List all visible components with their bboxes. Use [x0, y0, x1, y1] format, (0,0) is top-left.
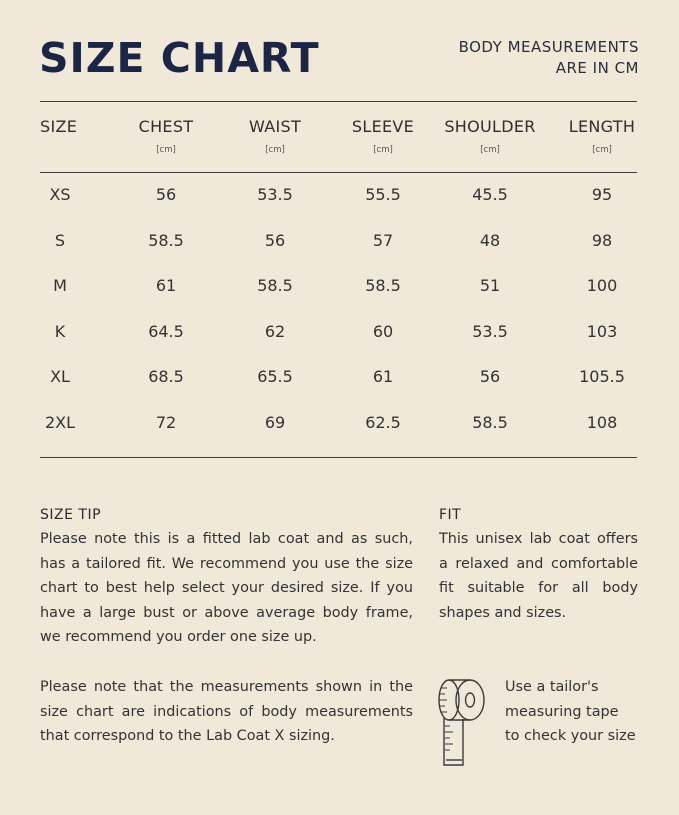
- cell-sleeve: 57: [372, 230, 394, 250]
- unit-label-waist: [cm]: [265, 145, 285, 155]
- cell-shoulder: 51: [479, 276, 501, 295]
- cell-shoulder: 48: [479, 230, 501, 250]
- cell-sleeve: 61: [372, 367, 394, 386]
- column-header-length: LENGTH: [568, 117, 636, 136]
- cell-size: XS: [49, 185, 71, 204]
- measurement-note-line-1: BODY MEASUREMENTS: [458, 38, 639, 56]
- cell-chest: 61: [155, 276, 177, 295]
- cell-sleeve: 55.5: [365, 185, 401, 204]
- fit-title: FIT: [439, 507, 462, 523]
- bottom-divider: [40, 457, 637, 458]
- measurement-disclaimer: Please note that the measurements shown in the size chart are indications of body measurements that correspond to the Lab Coat X sizing.: [40, 679, 413, 744]
- cell-chest: 64.5: [148, 321, 184, 341]
- cell-length: 98: [591, 230, 613, 250]
- cell-shoulder: 45.5: [472, 185, 508, 204]
- cell-length: 105.5: [579, 367, 625, 386]
- tape-instruction-line-3: to check your size: [505, 728, 636, 744]
- cell-sleeve: 60: [372, 321, 394, 341]
- cell-chest: 68.5: [148, 367, 184, 386]
- top-divider: [40, 101, 637, 102]
- cell-length: 100: [586, 276, 618, 295]
- column-header-chest: CHEST: [138, 117, 194, 136]
- fit-text: This unisex lab coat offers a relaxed and comfortable fit suitable for all body shapes and sizes.: [439, 531, 638, 621]
- measuring-tape-icon: [436, 676, 490, 768]
- cell-waist: 65.5: [257, 367, 293, 386]
- column-header-size: SIZE: [40, 117, 78, 136]
- cell-size: M: [53, 276, 67, 295]
- header-divider: [40, 172, 637, 173]
- cell-sleeve: 58.5: [365, 276, 401, 295]
- cell-shoulder: 58.5: [472, 412, 508, 432]
- cell-waist: 58.5: [257, 276, 293, 295]
- unit-label-sleeve: [cm]: [373, 145, 393, 155]
- unit-label-length: [cm]: [592, 145, 612, 155]
- unit-label-shoulder: [cm]: [480, 145, 500, 155]
- cell-waist: 62: [264, 321, 286, 341]
- cell-waist: 69: [264, 412, 286, 432]
- size-tip-text: Please note this is a fitted lab coat and as such, has a tailored fit. We recommend you use the size chart to best help select your desired size. If you have a large bust or above average body frame, we recommend you order one size up.: [40, 531, 413, 645]
- cell-size: XL: [50, 367, 70, 386]
- cell-size: K: [54, 321, 66, 341]
- cell-length: 108: [586, 412, 618, 432]
- measurement-note: [459, 37, 639, 79]
- cell-chest: 56: [155, 185, 177, 204]
- cell-chest: 72: [155, 412, 177, 432]
- cell-shoulder: 53.5: [472, 321, 508, 341]
- cell-size: 2XL: [44, 412, 76, 432]
- unit-label-chest: [cm]: [156, 145, 176, 155]
- cell-size: S: [54, 230, 66, 250]
- tape-instruction-line-2: measuring tape: [505, 703, 619, 720]
- column-header-sleeve: SLEEVE: [351, 117, 415, 136]
- size-tip-title: SIZE TIP: [40, 507, 102, 523]
- cell-chest: 58.5: [148, 230, 184, 250]
- cell-length: 103: [586, 321, 618, 341]
- tape-instruction: [505, 675, 636, 749]
- tape-instruction-line-1: Use a tailor's: [505, 679, 599, 695]
- cell-waist: 56: [264, 230, 286, 250]
- page-title: SIZE CHART: [39, 34, 320, 82]
- cell-waist: 53.5: [257, 185, 293, 204]
- column-header-shoulder: SHOULDER: [444, 117, 536, 136]
- cell-sleeve: 62.5: [365, 412, 401, 432]
- measurement-note-line-2: ARE IN CM: [555, 59, 639, 77]
- column-header-waist: WAIST: [248, 117, 302, 136]
- cell-length: 95: [591, 185, 613, 204]
- cell-shoulder: 56: [479, 367, 501, 386]
